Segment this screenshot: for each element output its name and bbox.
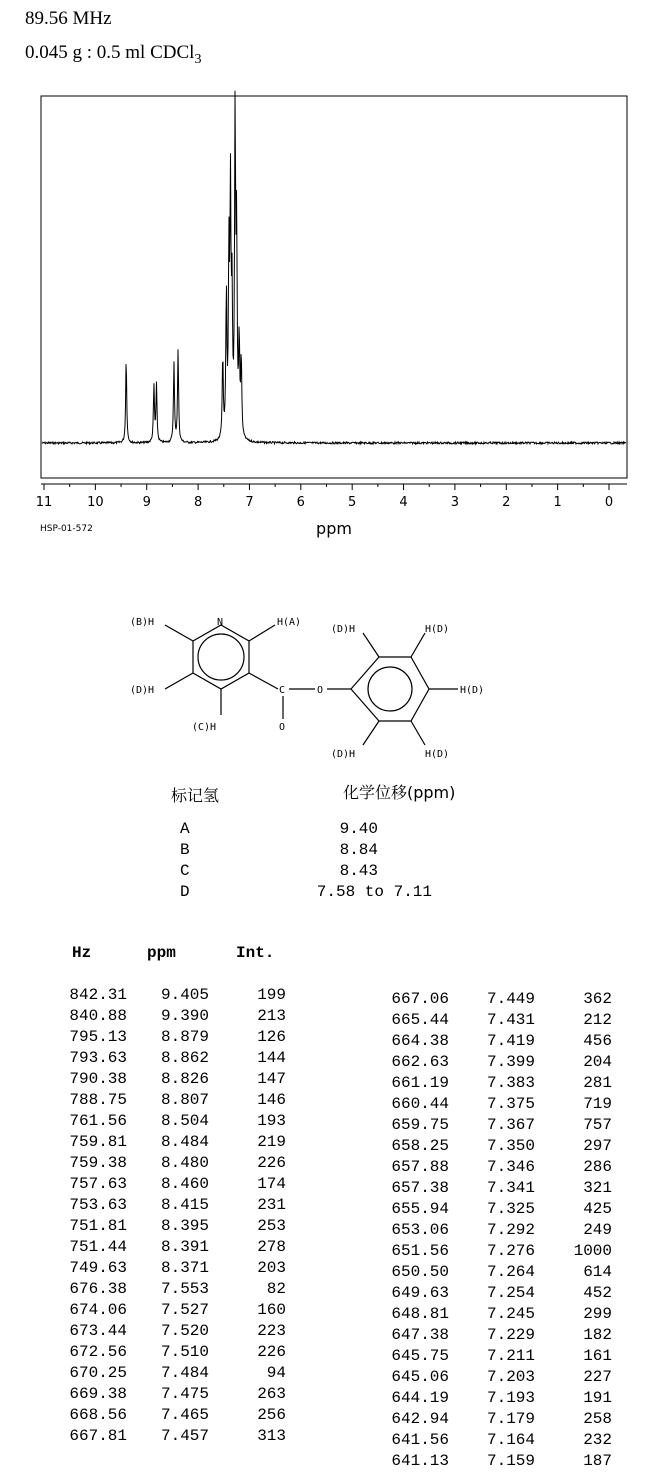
peak-row [380, 1388, 612, 1409]
peak-ppm: 7.484 [160, 1364, 209, 1382]
peak-ppm: 7.399 [486, 1053, 535, 1071]
peak-int: 82 [266, 1280, 286, 1298]
peak-row [380, 1199, 612, 1220]
peak-int: 147 [257, 1070, 286, 1088]
x-tick-label: 1 [553, 495, 562, 510]
peak-ppm: 7.419 [486, 1032, 535, 1050]
x-tick-label: 11 [35, 495, 53, 510]
peak-ppm: 7.164 [486, 1431, 535, 1449]
peak-hz: 761.56 [69, 1112, 127, 1130]
peak-hz: 659.75 [391, 1116, 449, 1134]
spectrum-peaks [126, 126, 242, 387]
peak-ppm: 9.390 [160, 1007, 209, 1025]
peak-row [380, 1136, 612, 1157]
peak-row [380, 1115, 612, 1136]
peak-hz: 667.81 [69, 1427, 127, 1445]
peak-ppm: 7.325 [486, 1200, 535, 1218]
peak-ppm: 7.341 [486, 1179, 535, 1197]
peak-hz: 641.56 [391, 1431, 449, 1449]
phenyl-aromatic-circle [368, 667, 412, 711]
peak-ppm: 7.367 [486, 1116, 535, 1134]
peak-int: 226 [257, 1154, 286, 1172]
sample-text: 0.045 g : 0.5 ml CDCl [25, 42, 195, 63]
peak-row [60, 1111, 286, 1132]
peak-ppm: 7.375 [486, 1095, 535, 1113]
peak-hz: 647.38 [391, 1326, 449, 1344]
label-o-carbonyl: O [279, 722, 286, 733]
label-c: C [279, 685, 286, 696]
peak-hz: 648.81 [391, 1305, 449, 1323]
peak-int: 425 [583, 1200, 612, 1218]
peak-ppm: 8.395 [160, 1217, 209, 1235]
peak-int: 258 [583, 1410, 612, 1428]
peak-hz: 672.56 [69, 1343, 127, 1361]
peak-row [380, 1052, 612, 1073]
peak-hz: 668.56 [69, 1406, 127, 1424]
peak-int: 193 [257, 1112, 286, 1130]
peak-hz: 840.88 [69, 1007, 127, 1025]
nmr-spectrum-chart [0, 0, 652, 560]
peak-ppm: 7.350 [486, 1137, 535, 1155]
peak-ppm: 7.245 [486, 1305, 535, 1323]
peak-row [380, 1220, 612, 1241]
peak-int: 199 [257, 986, 286, 1004]
peak-int: 452 [583, 1284, 612, 1302]
peak-hz: 660.44 [391, 1095, 449, 1113]
peak-row [60, 1279, 286, 1300]
peak-ppm: 7.193 [486, 1389, 535, 1407]
peak-ppm: 7.520 [160, 1322, 209, 1340]
peak-int: 223 [257, 1322, 286, 1340]
peak-ppm: 8.826 [160, 1070, 209, 1088]
peak-hz: 795.13 [69, 1028, 127, 1046]
peak-hz: 759.81 [69, 1133, 127, 1151]
peak-ppm: 8.504 [160, 1112, 209, 1130]
peak-ppm: 7.553 [160, 1280, 209, 1298]
plot-frame [41, 96, 627, 478]
x-tick-label: 4 [399, 495, 408, 510]
peak-hz: 664.38 [391, 1032, 449, 1050]
peak-header-int: Int. [236, 944, 275, 962]
peak-ppm: 7.527 [160, 1301, 209, 1319]
peak-row [380, 1325, 612, 1346]
peak-int: 321 [583, 1179, 612, 1197]
peak-row [60, 1384, 286, 1405]
peak-int: 263 [257, 1385, 286, 1403]
peak-row [380, 1073, 612, 1094]
x-tick-label: 5 [348, 495, 357, 510]
peak-int: 614 [583, 1263, 612, 1281]
peak-int: 203 [257, 1259, 286, 1277]
peak-int: 313 [257, 1427, 286, 1445]
peak-row [380, 1031, 612, 1052]
peak-row [60, 985, 286, 1006]
x-axis-label: ppm [316, 519, 352, 538]
peak-hz: 751.81 [69, 1217, 127, 1235]
peak-row [60, 1153, 286, 1174]
peak-hz: 641.13 [391, 1452, 449, 1470]
peak-hz: 655.94 [391, 1200, 449, 1218]
bond-hd-left [165, 673, 193, 689]
peak-ppm: 7.431 [486, 1011, 535, 1029]
peak-hz: 790.38 [69, 1070, 127, 1088]
sample-subscript: 3 [194, 51, 202, 67]
peak-hz: 657.88 [391, 1158, 449, 1176]
peak-ppm: 7.383 [486, 1074, 535, 1092]
x-tick-label: 0 [604, 495, 614, 510]
peak-row [60, 1300, 286, 1321]
peak-int: 456 [583, 1032, 612, 1050]
peak-row [60, 1069, 286, 1090]
label-hc: (C)H [192, 722, 217, 733]
peak-int: 219 [257, 1133, 286, 1151]
peak-row [60, 1195, 286, 1216]
peak-hz: 642.94 [391, 1410, 449, 1428]
peak-int: 231 [257, 1196, 286, 1214]
peak-ppm: 8.879 [160, 1028, 209, 1046]
peak-ppm: 8.391 [160, 1238, 209, 1256]
peak-hz: 753.63 [69, 1196, 127, 1214]
bond-hb [165, 625, 193, 641]
peak-row [60, 1237, 286, 1258]
peak-row [60, 1258, 286, 1279]
peak-int: 286 [583, 1158, 612, 1176]
peak-hz: 649.63 [391, 1284, 449, 1302]
peak-int: 144 [257, 1049, 286, 1067]
pyridine-aromatic-circle [198, 634, 244, 680]
assignment-row [0, 862, 652, 882]
assignment-row [0, 883, 652, 903]
peak-int: 204 [583, 1053, 612, 1071]
x-axis [36, 484, 627, 510]
spectrum-trace [42, 91, 626, 444]
peak-hz: 759.38 [69, 1154, 127, 1172]
assignment-shift-header: 化学位移(ppm) [343, 783, 456, 802]
peak-ppm: 7.159 [486, 1452, 535, 1470]
peak-row [60, 1006, 286, 1027]
bond-meta-top [411, 633, 425, 657]
peak-row [380, 1010, 612, 1031]
peak-int: 191 [583, 1389, 612, 1407]
peak-row [380, 1409, 612, 1430]
assignment-label: C [180, 862, 190, 880]
peak-point [222, 360, 223, 361]
x-tick-label: 2 [502, 495, 511, 510]
x-tick-label: 6 [296, 495, 305, 510]
peak-row [60, 1132, 286, 1153]
peak-int: 281 [583, 1074, 612, 1092]
peak-int: 146 [257, 1091, 286, 1109]
peak-hz: 661.19 [391, 1074, 449, 1092]
assignment-row [0, 820, 652, 840]
assignment-label: B [180, 841, 190, 859]
assignment-label-header: 标记氢 [171, 786, 220, 805]
peak-int: 212 [583, 1011, 612, 1029]
peak-hz: 676.38 [69, 1280, 127, 1298]
peak-ppm: 7.510 [160, 1343, 209, 1361]
label-hd-meta-bottom: H(D) [425, 749, 450, 760]
peak-ppm: 7.264 [486, 1263, 535, 1281]
peak-int: 126 [257, 1028, 286, 1046]
peak-hz: 667.06 [391, 990, 449, 1008]
peak-hz: 645.75 [391, 1347, 449, 1365]
assignment-shift: 8.84 [339, 841, 378, 859]
peak-hz: 674.06 [69, 1301, 127, 1319]
peak-hz: 644.19 [391, 1389, 449, 1407]
label-hd-ortho-top: (D)H [331, 624, 356, 635]
peak-int: 227 [583, 1368, 612, 1386]
peak-ppm: 7.254 [486, 1284, 535, 1302]
peak-row [380, 1094, 612, 1115]
peak-hz: 653.06 [391, 1221, 449, 1239]
assignment-shift: 9.40 [339, 820, 378, 838]
peak-row [60, 1174, 286, 1195]
peak-row [380, 1283, 612, 1304]
peak-header-ppm: ppm [147, 944, 176, 962]
peak-row [60, 1342, 286, 1363]
peak-ppm: 7.346 [486, 1158, 535, 1176]
label-hb: (B)H [130, 617, 155, 628]
peak-row [380, 1346, 612, 1367]
peak-hz: 662.63 [391, 1053, 449, 1071]
peak-ppm: 9.405 [160, 986, 209, 1004]
peak-int: 299 [583, 1305, 612, 1323]
peak-int: 226 [257, 1343, 286, 1361]
peak-row [380, 1241, 612, 1262]
peak-ppm: 7.475 [160, 1385, 209, 1403]
peak-header-hz: Hz [72, 944, 92, 962]
x-tick-label: 10 [87, 495, 104, 510]
peak-ppm: 8.415 [160, 1196, 209, 1214]
peak-point [126, 357, 127, 358]
label-n: N [217, 617, 224, 628]
peak-ppm: 7.203 [486, 1368, 535, 1386]
label-hd-meta-top: H(D) [425, 624, 450, 635]
peak-ppm: 7.465 [160, 1406, 209, 1424]
peak-ppm: 7.229 [486, 1326, 535, 1344]
peak-int: 757 [583, 1116, 612, 1134]
peak-hz: 757.63 [69, 1175, 127, 1193]
peak-hz: 751.44 [69, 1238, 127, 1256]
peak-int: 174 [257, 1175, 286, 1193]
label-hd-para: H(D) [460, 685, 485, 696]
peak-int: 232 [583, 1431, 612, 1449]
peak-int: 182 [583, 1326, 612, 1344]
peak-row [60, 1405, 286, 1426]
peak-int: 362 [583, 990, 612, 1008]
peak-ppm: 8.807 [160, 1091, 209, 1109]
peak-row [380, 1367, 612, 1388]
peak-ppm: 8.371 [160, 1259, 209, 1277]
peak-row [60, 1363, 286, 1384]
peak-hz: 749.63 [69, 1259, 127, 1277]
peak-int: 1000 [573, 1242, 612, 1260]
peak-ppm: 8.862 [160, 1049, 209, 1067]
peak-ppm: 7.276 [486, 1242, 535, 1260]
peak-int: 249 [583, 1221, 612, 1239]
label-ha: H(A) [277, 617, 302, 628]
peak-int: 297 [583, 1137, 612, 1155]
peak-hz: 645.06 [391, 1368, 449, 1386]
bond-ring-carbonyl [249, 673, 278, 689]
peak-int: 256 [257, 1406, 286, 1424]
peak-int: 187 [583, 1452, 612, 1470]
peak-hz: 650.50 [391, 1263, 449, 1281]
bond-ortho-top [363, 633, 379, 657]
peak-hz: 673.44 [69, 1322, 127, 1340]
x-tick-label: 3 [450, 495, 460, 510]
label-hd-left: (D)H [130, 685, 155, 696]
peak-ppm: 8.484 [160, 1133, 209, 1151]
x-tick-label: 9 [142, 495, 151, 510]
peak-hz: 793.63 [69, 1049, 127, 1067]
peak-hz: 665.44 [391, 1011, 449, 1029]
peak-int: 253 [257, 1217, 286, 1235]
peak-row [60, 1027, 286, 1048]
peak-int: 719 [583, 1095, 612, 1113]
peak-row [60, 1216, 286, 1237]
molecule-structure [0, 595, 652, 765]
peak-int: 161 [583, 1347, 612, 1365]
label-hd-ortho-bottom: (D)H [331, 749, 356, 760]
peak-int: 160 [257, 1301, 286, 1319]
peak-hz: 670.25 [69, 1364, 127, 1382]
frequency-label: 89.56 MHz [25, 8, 112, 29]
peak-hz: 842.31 [69, 986, 127, 1004]
bond-ortho-bottom [363, 721, 379, 745]
peak-ppm: 8.460 [160, 1175, 209, 1193]
peak-hz: 788.75 [69, 1091, 127, 1109]
peak-ppm: 7.449 [486, 990, 535, 1008]
spectrum-code: HSP-01-572 [40, 524, 93, 534]
peak-hz: 669.38 [69, 1385, 127, 1403]
peak-hz: 657.38 [391, 1179, 449, 1197]
peak-row [60, 1426, 286, 1447]
peak-ppm: 7.292 [486, 1221, 535, 1239]
peak-ppm: 7.211 [486, 1347, 535, 1365]
assignment-shift: 8.43 [339, 862, 378, 880]
peak-hz: 658.25 [391, 1137, 449, 1155]
x-tick-label: 8 [193, 495, 203, 510]
peak-row [380, 1451, 612, 1472]
peak-row [60, 1090, 286, 1111]
peak-ppm: 7.179 [486, 1410, 535, 1428]
peak-int: 213 [257, 1007, 286, 1025]
assignment-row [0, 841, 652, 861]
assignment-label: A [180, 820, 190, 838]
peak-hz: 651.56 [391, 1242, 449, 1260]
peak-row [60, 1048, 286, 1069]
peak-ppm: 7.457 [160, 1427, 209, 1445]
peak-row [380, 1430, 612, 1451]
x-tick-label: 7 [245, 495, 254, 510]
bond-ha [249, 625, 275, 641]
assignment-shift: 7.58 to 7.11 [316, 883, 432, 901]
peak-int: 94 [266, 1364, 286, 1382]
peak-row [380, 1157, 612, 1178]
peak-row [380, 1178, 612, 1199]
assignment-label: D [180, 883, 190, 901]
peak-row [380, 1304, 612, 1325]
label-o-ester: O [317, 685, 324, 696]
peak-ppm: 8.480 [160, 1154, 209, 1172]
peak-row [380, 989, 612, 1010]
peak-int: 278 [257, 1238, 286, 1256]
peak-row [60, 1321, 286, 1342]
bond-meta-bottom [411, 721, 425, 745]
peak-row [380, 1262, 612, 1283]
